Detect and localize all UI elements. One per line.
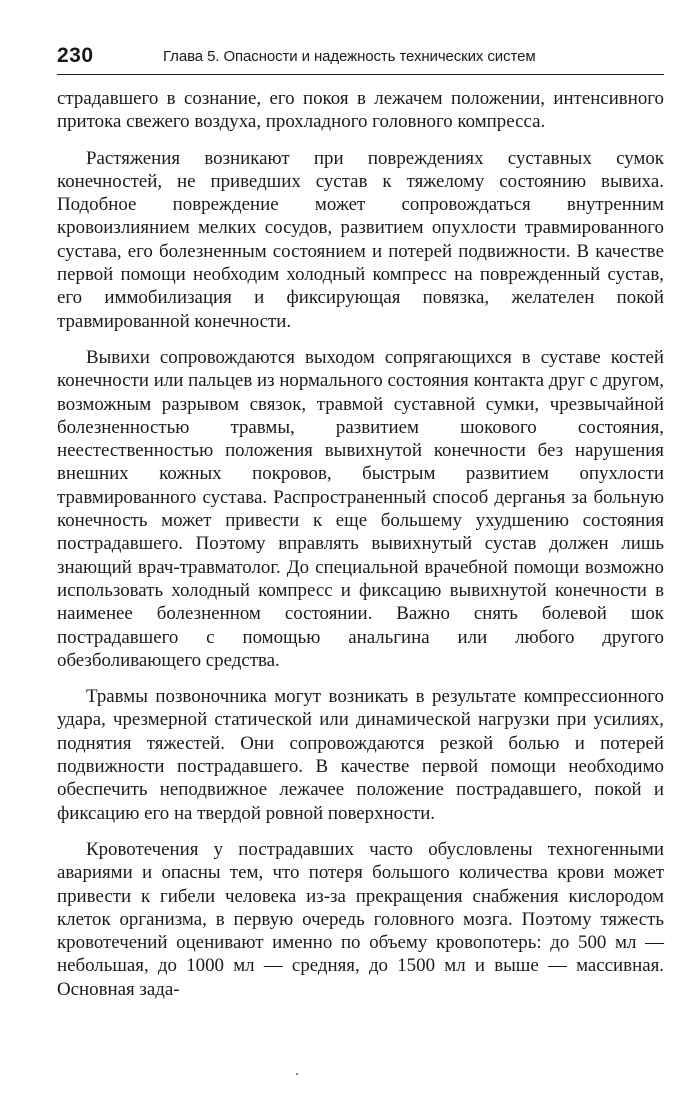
paragraph-bleeding: Кровотечения у пострадавших часто обусловлены техногенными авариями и опасны тем, что потеря большого количества крови может привести к гибели человека из-за прекращения снабжения кислородом клеток организма, в первую очередь головного мозга. Поэтому тяжесть кровотечений оценивают именно по объему кровопотерь: до 500 мл — небольшая, до 1000 мл — средняя, до 1500 мл и выше — массивная. Основная зада- [57,838,664,1000]
body-text [57,87,664,1001]
header-rule [57,74,664,75]
paragraph-dislocations: Вывихи сопровождаются выходом сопрягающихся в суставе костей конечности или пальцев из нормального состояния контакта друг с другом, возможным разрывом связок, травмой суставной сумки, чрезвычайной болезненностью травмы, развитием шокового состояния, неестественностью положения вывихнутой конечности без нарушения внешних кожных покровов, быстрым развитием опухлости травмированного сустава. Распространенный способ дерганья за больную конечность может привести к еще большему ухудшению состояния пострадавшего. Поэтому вправлять вывихнутый сустав должен лишь знающий врач-травматолог. До специальной врачебной помощи возможно использовать холодный компресс и фиксацию вывихнутой конечности в наименее болезненном состоянии. Важно снять болевой шок пострадавшего с помощью анальгина или любого другого обезболивающего средства. [57,346,664,671]
scan-speck [296,1073,298,1075]
running-head [57,44,664,76]
page-number: 230 [57,44,94,67]
paragraph-continuation: страдавшего в сознание, его покоя в лежачем положении, интенсивного притока свежего воздуха, прохладного головного компресса. [57,88,664,133]
paragraph-spine-injuries: Травмы позвоночника могут возникать в результате компрессионного удара, чрезмерной статической или динамической нагрузки при усилиях, поднятия тяжестей. Они сопровождаются резкой болью и потерей подвижности пострадавшего. В качестве первой помощи необходимо обеспечить неподвижное лежачее положение пострадавшего, покой и фиксацию его на твердой ровной поверхности. [57,686,664,824]
paragraph-sprains: Растяжения возникают при повреждениях суставных сумок конечностей, не приведших сустав к тяжелому состоянию вывиха. Подобное повреждение может сопровождаться внутренним кровоизлиянием мелких сосудов, развитием опухлости травмированного сустава, его болезненным состоянием и потерей подвижности. В качестве первой помощи необходим холодный компресс на поврежденный сустав, его иммобилизация и фиксирующая повязка, желателен покой травмированной конечности. [57,147,664,332]
chapter-title: Глава 5. Опасности и надежность технических систем [163,48,536,65]
